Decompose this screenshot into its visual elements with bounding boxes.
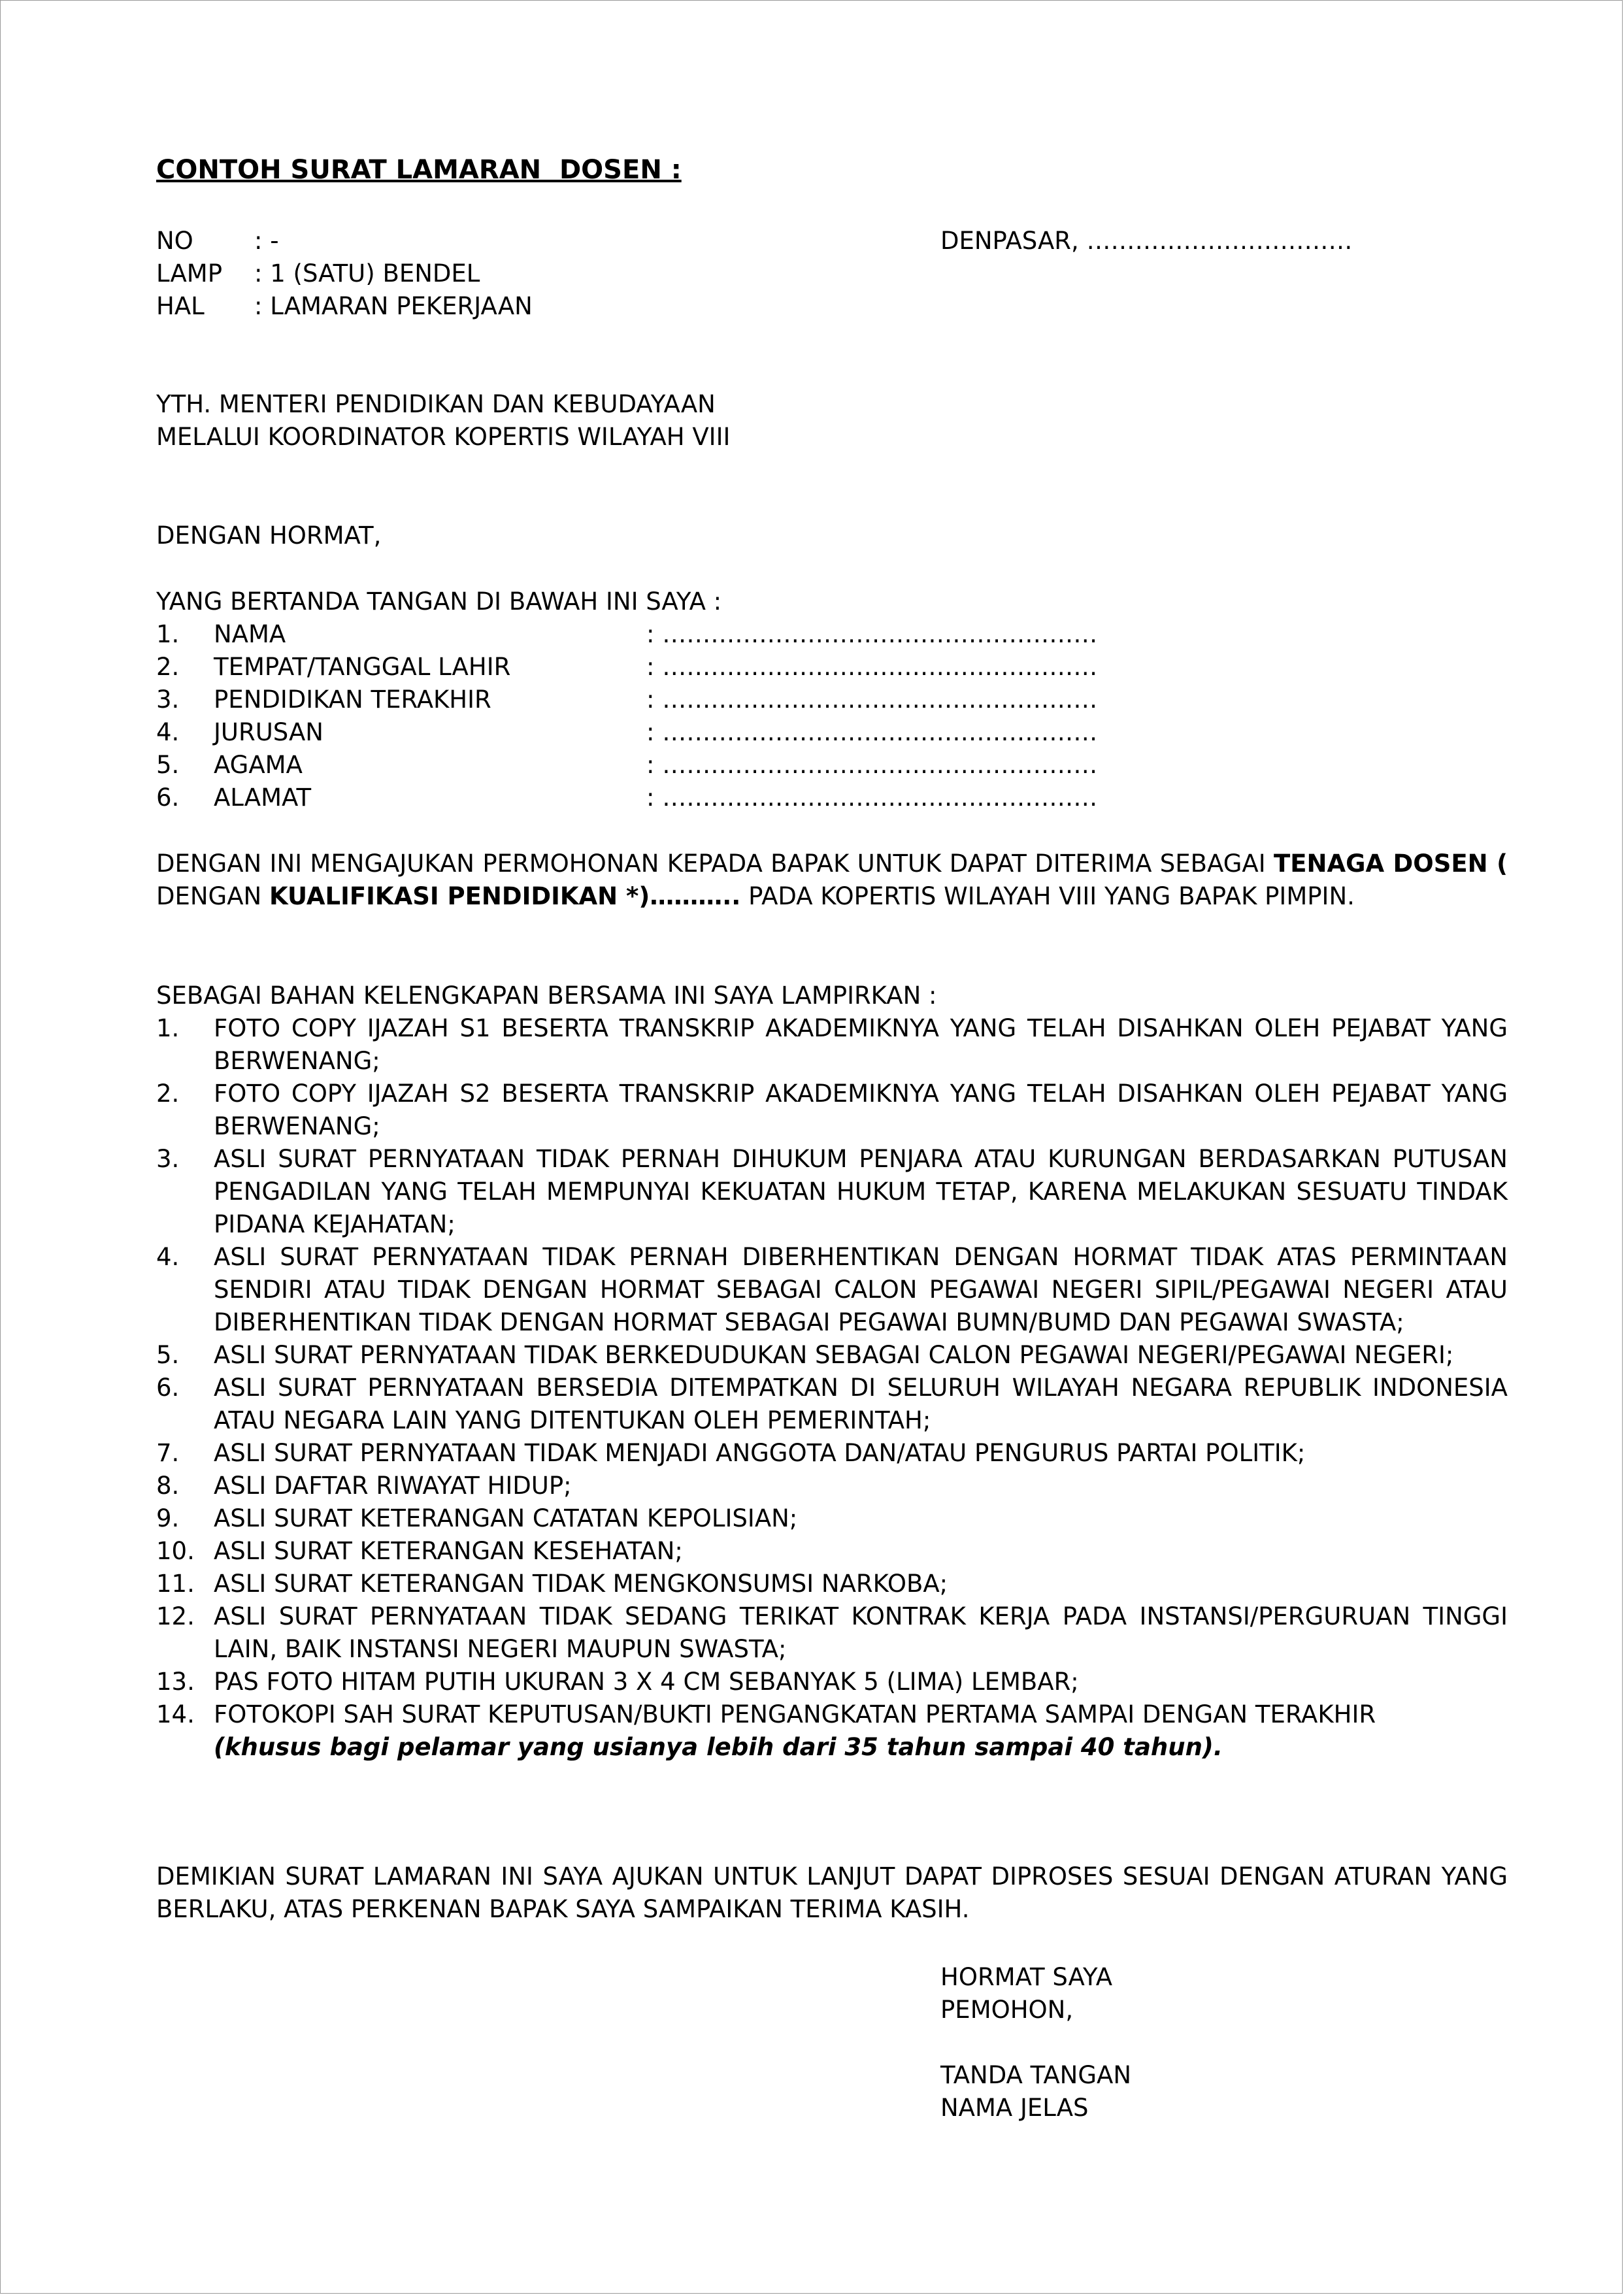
attachments-intro: SEBAGAI BAHAN KELENGKAPAN BERSAMA INI SAYA LAMPIRKAN : xyxy=(156,982,937,1010)
list-number: 2. xyxy=(156,1080,180,1108)
meta-key: NO xyxy=(156,227,193,255)
list-item xyxy=(156,1012,1508,1078)
list-text: ASLI SURAT PERNYATAAN TIDAK MENJADI ANGGOTA DAN/ATAU PENGURUS PARTAI POLITIK; xyxy=(214,1439,1306,1467)
field-row xyxy=(156,618,1508,651)
meta-value: : - xyxy=(254,227,279,255)
list-number: 14. xyxy=(156,1700,195,1728)
field-row xyxy=(156,782,1508,814)
list-number: 3. xyxy=(156,1145,180,1173)
field-value: : ……………………………………………… xyxy=(646,751,1098,779)
field-value: : ……………………………………………… xyxy=(646,718,1098,746)
meta-row xyxy=(156,257,1508,290)
request-text: DENGAN INI MENGAJUKAN PERMOHONAN KEPADA BAPAK UNTUK DAPAT DITERIMA SEBAGAI xyxy=(156,850,1274,878)
letter-meta xyxy=(156,225,1508,323)
field-label: AGAMA xyxy=(214,751,303,779)
list-text: FOTOKOPI SAH SURAT KEPUTUSAN/BUKTI PENGANGKATAN PERTAMA SAMPAI DENGAN TERAKHIR xyxy=(214,1700,1376,1728)
list-item xyxy=(156,1698,1508,1764)
list-number: 7. xyxy=(156,1439,180,1467)
attachments-list xyxy=(156,1012,1508,1764)
list-text: ASLI SURAT PERNYATAAN TIDAK SEDANG TERIKAT KONTRAK KERJA PADA INSTANSI/PERGURUAN TINGGI LAIN, BAIK INSTANSI NEGERI MAUPUN SWASTA; xyxy=(214,1602,1508,1663)
field-row xyxy=(156,749,1508,782)
meta-row xyxy=(156,290,1508,323)
list-text: ASLI SURAT PERNYATAAN BERSEDIA DITEMPATKAN DI SELURUH WILAYAH NEGARA REPUBLIK INDONESIA ATAU NEGARA LAIN YANG DITENTUKAN OLEH PEMERINTAH; xyxy=(214,1374,1508,1434)
list-text: ASLI SURAT PERNYATAAN TIDAK BERKEDUDUKAN SEBAGAI CALON PEGAWAI NEGERI/PEGAWAI NEGERI; xyxy=(214,1341,1454,1369)
field-label: JURUSAN xyxy=(214,718,323,746)
list-number: 6. xyxy=(156,1374,180,1402)
signature-line: TANDA TANGAN xyxy=(940,2061,1132,2089)
addressee-line: MELALUI KOORDINATOR KOPERTIS WILAYAH VIII xyxy=(156,423,731,451)
list-number: 1. xyxy=(156,1014,180,1042)
list-number: 10. xyxy=(156,1537,195,1565)
list-number: 9. xyxy=(156,1504,180,1532)
list-number: 5. xyxy=(156,1341,180,1369)
applicant-fields xyxy=(156,618,1508,814)
field-row xyxy=(156,651,1508,684)
field-number: 5. xyxy=(156,751,180,779)
list-item xyxy=(156,1241,1508,1339)
field-number: 3. xyxy=(156,685,180,714)
field-number: 2. xyxy=(156,653,180,681)
meta-row xyxy=(156,225,1508,257)
list-text: FOTO COPY IJAZAH S1 BESERTA TRANSKRIP AKADEMIKNYA YANG TELAH DISAHKAN OLEH PEJABAT YANG BERWENANG; xyxy=(214,1014,1508,1075)
field-number: 6. xyxy=(156,784,180,812)
field-value: : ……………………………………………… xyxy=(646,685,1098,714)
greeting: DENGAN HORMAT, xyxy=(156,521,382,550)
list-text: ASLI SURAT KETERANGAN KESEHATAN; xyxy=(214,1537,683,1565)
signature-line: NAMA JELAS xyxy=(940,2094,1089,2122)
field-label: TEMPAT/TANGGAL LAHIR xyxy=(214,653,511,681)
closing-paragraph: DEMIKIAN SURAT LAMARAN INI SAYA AJUKAN UNTUK LANJUT DAPAT DIPROSES SESUAI DENGAN ATURAN YANG BERLAKU, ATAS PERKENAN BAPAK SAYA SAMPAIKAN TERIMA KASIH. xyxy=(156,1862,1508,1923)
document-title: CONTOH SURAT LAMARAN DOSEN : xyxy=(156,155,682,185)
list-text: ASLI SURAT PERNYATAAN TIDAK PERNAH DIBERHENTIKAN DENGAN HORMAT TIDAK ATAS PERMINTAAN SENDIRI ATAU TIDAK DENGAN HORMAT SEBAGAI CALON PEGAWAI NEGERI SIPIL/PEGAWAI NEGERI ATAU DIBERHENTIKAN TIDAK DENGAN HORMAT SEBAGAI PEGAWAI BUMN/BUMD DAN PEGAWAI SWASTA; xyxy=(214,1243,1508,1336)
addressee xyxy=(156,388,730,454)
field-row xyxy=(156,684,1508,716)
meta-key: LAMP xyxy=(156,259,223,288)
list-text: ASLI SURAT PERNYATAAN TIDAK PERNAH DIHUKUM PENJARA ATAU KURUNGAN BERDASARKAN PUTUSAN PENGADILAN YANG TELAH MEMPUNYAI KEKUATAN HUKUM TETAP, KARENA MELAKUKAN SESUATU TINDAK PIDANA KEJAHATAN; xyxy=(214,1145,1508,1238)
list-item xyxy=(156,1372,1508,1437)
list-item xyxy=(156,1078,1508,1143)
signature-line: HORMAT SAYA xyxy=(940,1963,1113,1991)
field-value: : ……………………………………………… xyxy=(646,620,1098,648)
list-item xyxy=(156,1568,1508,1600)
signature-line: PEMOHON, xyxy=(940,1996,1074,2024)
list-text: ASLI SURAT KETERANGAN CATATAN KEPOLISIAN; xyxy=(214,1504,798,1532)
meta-value: : LAMARAN PEKERJAAN xyxy=(254,292,533,320)
list-text: FOTO COPY IJAZAH S2 BESERTA TRANSKRIP AKADEMIKNYA YANG TELAH DISAHKAN OLEH PEJABAT YANG BERWENANG; xyxy=(214,1080,1508,1140)
list-text: ASLI SURAT KETERANGAN TIDAK MENGKONSUMSI NARKOBA; xyxy=(214,1570,948,1598)
field-label: PENDIDIKAN TERAKHIR xyxy=(214,685,491,714)
field-number: 1. xyxy=(156,620,180,648)
applicant-intro: YANG BERTANDA TANGAN DI BAWAH INI SAYA : xyxy=(156,587,722,616)
meta-key: HAL xyxy=(156,292,205,320)
field-value: : ……………………………………………… xyxy=(646,653,1098,681)
field-row xyxy=(156,716,1508,749)
list-item xyxy=(156,1535,1508,1568)
list-item xyxy=(156,1600,1508,1666)
request-bold-text: TENAGA DOSEN ( xyxy=(1273,850,1508,878)
city-date: DENPASAR, …………………………… xyxy=(940,227,1353,255)
list-note: (khusus bagi pelamar yang usianya lebih dari 35 tahun sampai 40 tahun). xyxy=(214,1733,1223,1761)
signature-block xyxy=(940,1961,1131,2124)
list-number: 8. xyxy=(156,1472,180,1500)
list-item xyxy=(156,1437,1508,1470)
request-text: DENGAN xyxy=(156,882,269,910)
list-number: 11. xyxy=(156,1570,195,1598)
list-item xyxy=(156,1339,1508,1372)
list-number: 12. xyxy=(156,1602,195,1630)
list-text: PAS FOTO HITAM PUTIH UKURAN 3 X 4 CM SEBANYAK 5 (LIMA) LEMBAR; xyxy=(214,1668,1079,1696)
request-paragraph xyxy=(156,848,1508,913)
list-item xyxy=(156,1143,1508,1241)
request-bold-text: KUALIFIKASI PENDIDIKAN *)……….. xyxy=(269,882,741,910)
addressee-line: YTH. MENTERI PENDIDIKAN DAN KEBUDAYAAN xyxy=(156,390,716,418)
list-text: ASLI DAFTAR RIWAYAT HIDUP; xyxy=(214,1472,572,1500)
field-number: 4. xyxy=(156,718,180,746)
request-text: PADA KOPERTIS WILAYAH VIII YANG BAPAK PIMPIN. xyxy=(740,882,1355,910)
list-item xyxy=(156,1502,1508,1535)
list-item xyxy=(156,1470,1508,1502)
list-number: 13. xyxy=(156,1668,195,1696)
signature-gap xyxy=(940,2026,1131,2059)
field-label: ALAMAT xyxy=(214,784,312,812)
field-label: NAMA xyxy=(214,620,286,648)
meta-value: : 1 (SATU) BENDEL xyxy=(254,259,480,288)
list-number: 4. xyxy=(156,1243,180,1271)
field-value: : ……………………………………………… xyxy=(646,784,1098,812)
list-item xyxy=(156,1666,1508,1698)
